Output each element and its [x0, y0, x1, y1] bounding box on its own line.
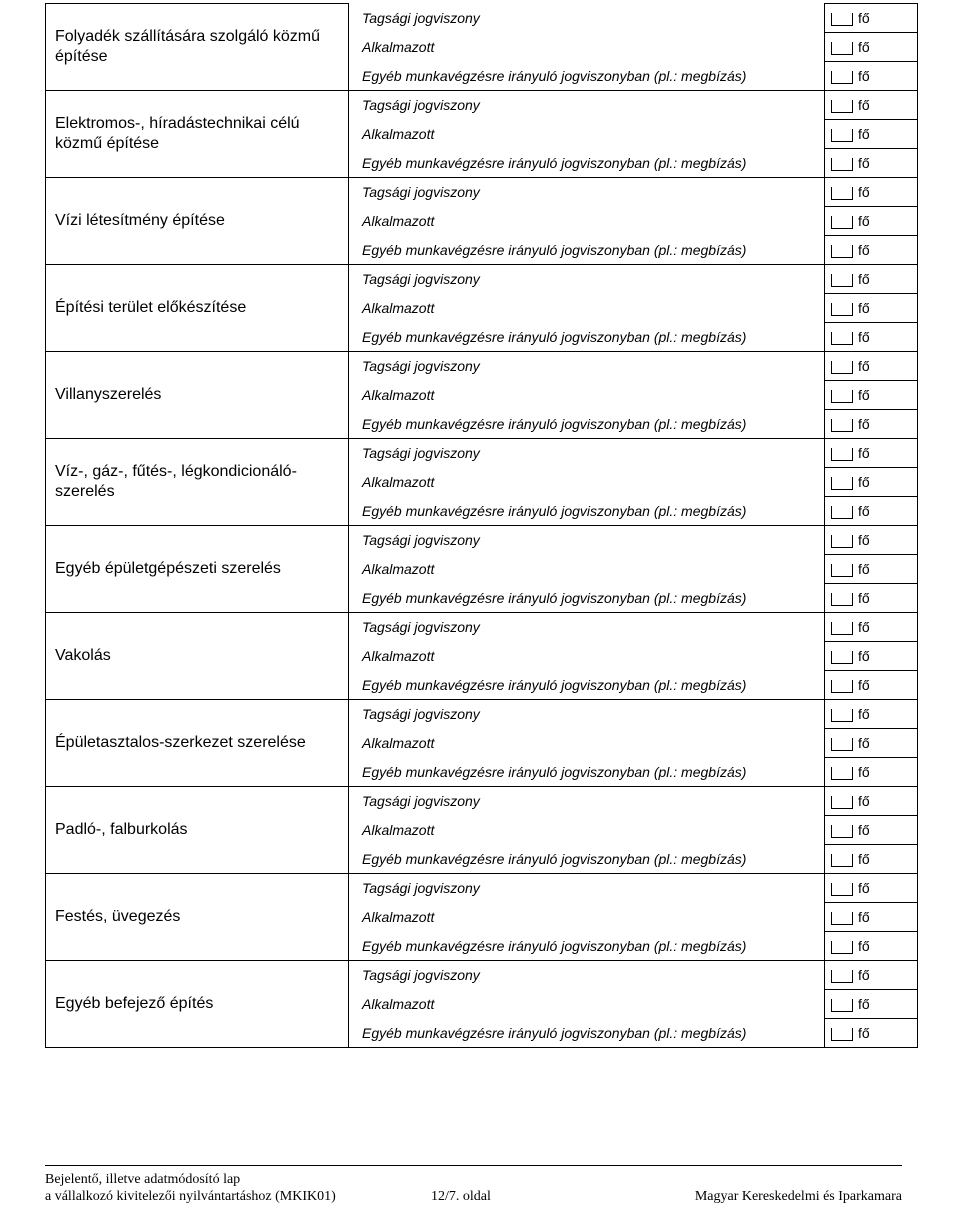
unit-label: fő	[858, 648, 870, 664]
headcount-cell	[825, 497, 918, 526]
headcount-input[interactable]	[831, 187, 853, 200]
headcount-input[interactable]	[831, 158, 853, 171]
headcount-input[interactable]	[831, 274, 853, 287]
headcount-cell	[825, 33, 918, 62]
table-row	[46, 613, 918, 642]
headcount-cell	[825, 642, 918, 671]
category-label: Folyadék szállítására szolgáló közmű építése	[46, 4, 349, 91]
headcount-input[interactable]	[831, 767, 853, 780]
headcount-cell	[825, 613, 918, 642]
category-label: Vízi létesítmény építése	[46, 178, 349, 265]
headcount-input[interactable]	[831, 709, 853, 722]
unit-label: fő	[858, 677, 870, 693]
relation-label: Egyéb munkavégzésre irányuló jogviszonyban (pl.: megbízás)	[349, 932, 825, 961]
headcount-cell	[825, 207, 918, 236]
footer-rule	[45, 1165, 902, 1166]
headcount-input[interactable]	[831, 361, 853, 374]
relation-label: Tagsági jogviszony	[349, 439, 825, 468]
headcount-input[interactable]	[831, 593, 853, 606]
relation-label: Alkalmazott	[349, 33, 825, 62]
headcount-input[interactable]	[831, 332, 853, 345]
relation-label: Egyéb munkavégzésre irányuló jogviszonyban (pl.: megbízás)	[349, 236, 825, 265]
category-label: Festés, üvegezés	[46, 874, 349, 961]
headcount-input[interactable]	[831, 129, 853, 142]
headcount-cell	[825, 236, 918, 265]
headcount-cell	[825, 903, 918, 932]
relation-label: Tagsági jogviszony	[349, 4, 825, 33]
headcount-input[interactable]	[831, 100, 853, 113]
category-label: Egyéb befejező építés	[46, 961, 349, 1048]
unit-label: fő	[858, 880, 870, 896]
headcount-input[interactable]	[831, 245, 853, 258]
headcount-input[interactable]	[831, 390, 853, 403]
unit-label: fő	[858, 358, 870, 374]
headcount-cell	[825, 584, 918, 613]
relation-label: Egyéb munkavégzésre irányuló jogviszonyban (pl.: megbízás)	[349, 323, 825, 352]
headcount-cell	[825, 526, 918, 555]
unit-label: fő	[858, 155, 870, 171]
unit-label: fő	[858, 271, 870, 287]
footer-page-number: 12/7. oldal	[431, 1189, 491, 1204]
headcount-input[interactable]	[831, 970, 853, 983]
headcount-input[interactable]	[831, 912, 853, 925]
table-row	[46, 178, 918, 207]
relation-label: Egyéb munkavégzésre irányuló jogviszonyban (pl.: megbízás)	[349, 584, 825, 613]
headcount-cell	[825, 352, 918, 381]
unit-label: fő	[858, 126, 870, 142]
relation-label: Tagsági jogviszony	[349, 178, 825, 207]
headcount-cell	[825, 787, 918, 816]
relation-label: Alkalmazott	[349, 381, 825, 410]
footer-form-title: Bejelentő, illetve adatmódosító lap	[45, 1172, 241, 1187]
headcount-cell	[825, 961, 918, 990]
relation-label: Alkalmazott	[349, 816, 825, 845]
unit-label: fő	[858, 39, 870, 55]
headcount-input[interactable]	[831, 680, 853, 693]
category-label: Vakolás	[46, 613, 349, 700]
headcount-input[interactable]	[831, 651, 853, 664]
table-row	[46, 874, 918, 903]
category-label: Víz-, gáz-, fűtés-, légkondicionáló-szerelés	[46, 439, 349, 526]
relation-label: Alkalmazott	[349, 294, 825, 323]
unit-label: fő	[858, 909, 870, 925]
relation-label: Egyéb munkavégzésre irányuló jogviszonyban (pl.: megbízás)	[349, 149, 825, 178]
headcount-cell	[825, 149, 918, 178]
table-row	[46, 352, 918, 381]
relation-label: Egyéb munkavégzésre irányuló jogviszonyban (pl.: megbízás)	[349, 410, 825, 439]
page-footer	[45, 1165, 902, 1207]
relation-label: Tagsági jogviszony	[349, 526, 825, 555]
relation-label: Tagsági jogviszony	[349, 874, 825, 903]
headcount-cell	[825, 874, 918, 903]
headcount-cell	[825, 671, 918, 700]
relation-label: Tagsági jogviszony	[349, 961, 825, 990]
relation-label: Egyéb munkavégzésre irányuló jogviszonyban (pl.: megbízás)	[349, 62, 825, 91]
table-row	[46, 787, 918, 816]
relation-label: Egyéb munkavégzésre irányuló jogviszonyban (pl.: megbízás)	[349, 758, 825, 787]
unit-label: fő	[858, 764, 870, 780]
unit-label: fő	[858, 590, 870, 606]
category-label: Egyéb épületgépészeti szerelés	[46, 526, 349, 613]
unit-label: fő	[858, 967, 870, 983]
table-row	[46, 961, 918, 990]
unit-label: fő	[858, 10, 870, 26]
headcount-input[interactable]	[831, 564, 853, 577]
unit-label: fő	[858, 242, 870, 258]
headcount-cell	[825, 62, 918, 91]
table-row	[46, 526, 918, 555]
headcount-input[interactable]	[831, 883, 853, 896]
headcount-cell	[825, 1019, 918, 1048]
headcount-input[interactable]	[831, 303, 853, 316]
headcount-input[interactable]	[831, 477, 853, 490]
relation-label: Alkalmazott	[349, 642, 825, 671]
headcount-cell	[825, 178, 918, 207]
unit-label: fő	[858, 1025, 870, 1041]
unit-label: fő	[858, 793, 870, 809]
headcount-cell	[825, 4, 918, 33]
unit-label: fő	[858, 329, 870, 345]
headcount-input[interactable]	[831, 506, 853, 519]
relation-label: Alkalmazott	[349, 555, 825, 584]
relation-label: Alkalmazott	[349, 468, 825, 497]
unit-label: fő	[858, 300, 870, 316]
table-row	[46, 4, 918, 33]
unit-label: fő	[858, 822, 870, 838]
headcount-cell	[825, 468, 918, 497]
headcount-cell	[825, 410, 918, 439]
headcount-cell	[825, 120, 918, 149]
headcount-cell	[825, 323, 918, 352]
headcount-cell	[825, 91, 918, 120]
headcount-cell	[825, 816, 918, 845]
relation-label: Egyéb munkavégzésre irányuló jogviszonyban (pl.: megbízás)	[349, 497, 825, 526]
unit-label: fő	[858, 184, 870, 200]
unit-label: fő	[858, 97, 870, 113]
unit-label: fő	[858, 503, 870, 519]
headcount-input[interactable]	[831, 71, 853, 84]
headcount-input[interactable]	[831, 13, 853, 26]
unit-label: fő	[858, 619, 870, 635]
headcount-cell	[825, 555, 918, 584]
relation-label: Tagsági jogviszony	[349, 352, 825, 381]
unit-label: fő	[858, 532, 870, 548]
headcount-cell	[825, 932, 918, 961]
headcount-input[interactable]	[831, 825, 853, 838]
category-label: Villanyszerelés	[46, 352, 349, 439]
unit-label: fő	[858, 416, 870, 432]
headcount-cell	[825, 758, 918, 787]
unit-label: fő	[858, 474, 870, 490]
relation-label: Tagsági jogviszony	[349, 265, 825, 294]
headcount-cell	[825, 700, 918, 729]
headcount-input[interactable]	[831, 999, 853, 1012]
headcount-input[interactable]	[831, 854, 853, 867]
headcount-cell	[825, 439, 918, 468]
headcount-input[interactable]	[831, 622, 853, 635]
unit-label: fő	[858, 938, 870, 954]
unit-label: fő	[858, 387, 870, 403]
category-label: Építési terület előkészítése	[46, 265, 349, 352]
relation-label: Alkalmazott	[349, 207, 825, 236]
relation-label: Tagsági jogviszony	[349, 787, 825, 816]
table-row	[46, 265, 918, 294]
headcount-input[interactable]	[831, 216, 853, 229]
relation-label: Alkalmazott	[349, 729, 825, 758]
footer-organization: Magyar Kereskedelmi és Iparkamara	[694, 1189, 902, 1204]
relation-label: Alkalmazott	[349, 120, 825, 149]
relation-label: Alkalmazott	[349, 990, 825, 1019]
headcount-input[interactable]	[831, 738, 853, 751]
headcount-input[interactable]	[831, 796, 853, 809]
headcount-cell	[825, 381, 918, 410]
category-label: Épületasztalos-szerkezet szerelése	[46, 700, 349, 787]
unit-label: fő	[858, 445, 870, 461]
category-label: Elektromos-, híradástechnikai célú közmű építése	[46, 91, 349, 178]
headcount-input[interactable]	[831, 419, 853, 432]
activity-table	[45, 3, 918, 1048]
unit-label: fő	[858, 213, 870, 229]
relation-label: Egyéb munkavégzésre irányuló jogviszonyban (pl.: megbízás)	[349, 1019, 825, 1048]
footer-register-name: a vállalkozó kivitelezői nyilvántartáshoz (MKIK01)	[45, 1189, 336, 1204]
headcount-cell	[825, 845, 918, 874]
table-row	[46, 91, 918, 120]
unit-label: fő	[858, 996, 870, 1012]
footer-info-line	[45, 1189, 902, 1207]
unit-label: fő	[858, 68, 870, 84]
headcount-cell	[825, 265, 918, 294]
category-label: Padló-, falburkolás	[46, 787, 349, 874]
headcount-cell	[825, 294, 918, 323]
relation-label: Tagsági jogviszony	[349, 700, 825, 729]
headcount-cell	[825, 990, 918, 1019]
relation-label: Tagsági jogviszony	[349, 91, 825, 120]
headcount-input[interactable]	[831, 42, 853, 55]
unit-label: fő	[858, 735, 870, 751]
unit-label: fő	[858, 706, 870, 722]
headcount-input[interactable]	[831, 941, 853, 954]
headcount-input[interactable]	[831, 1028, 853, 1041]
relation-label: Tagsági jogviszony	[349, 613, 825, 642]
relation-label: Alkalmazott	[349, 903, 825, 932]
relation-label: Egyéb munkavégzésre irányuló jogviszonyban (pl.: megbízás)	[349, 845, 825, 874]
headcount-input[interactable]	[831, 535, 853, 548]
unit-label: fő	[858, 851, 870, 867]
table-row	[46, 439, 918, 468]
relation-label: Egyéb munkavégzésre irányuló jogviszonyban (pl.: megbízás)	[349, 671, 825, 700]
headcount-input[interactable]	[831, 448, 853, 461]
headcount-cell	[825, 729, 918, 758]
unit-label: fő	[858, 561, 870, 577]
table-row	[46, 700, 918, 729]
